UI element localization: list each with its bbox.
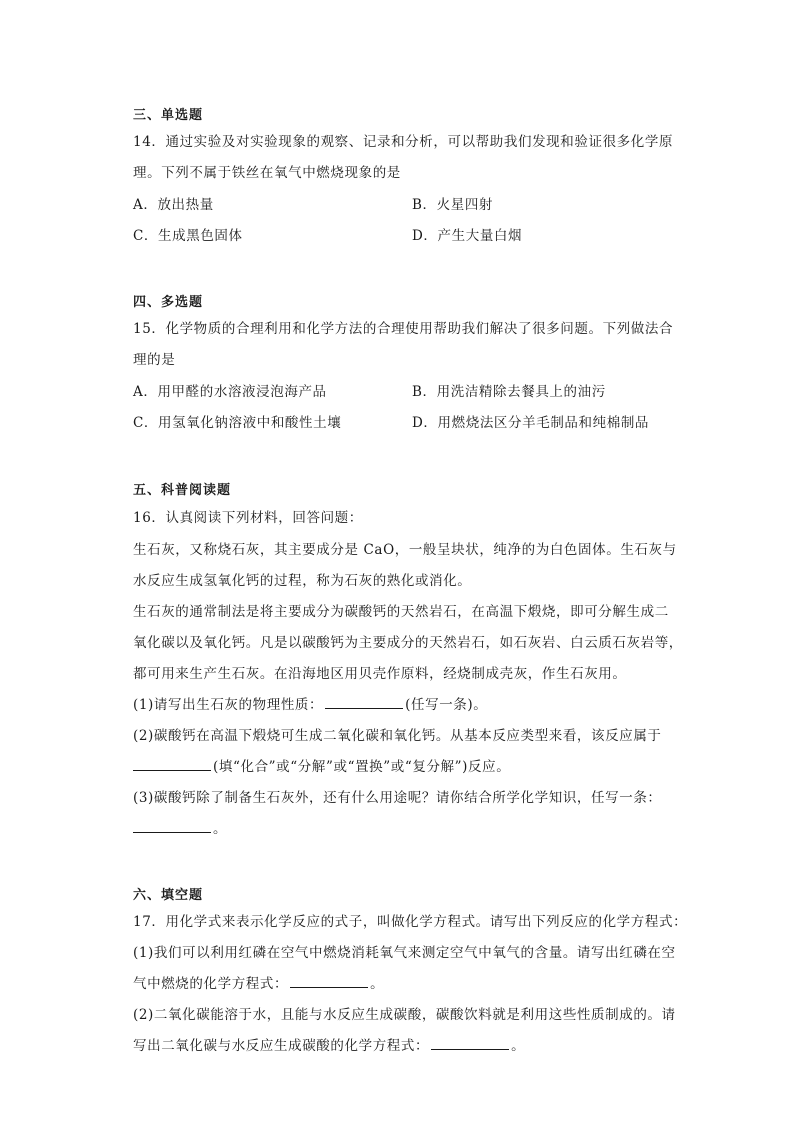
q14-option-a: A．放出热量 [133,197,214,213]
q17-stem: 17．用化学式来表示化学反应的式子，叫做化学方程式。请写出下列反应的化学方程式： [133,914,688,930]
q14-stem-line-2: 理。下列不属于铁丝在氧气中燃烧现象的是 [133,165,401,181]
q16-passage-2-line-2: 氧化碳以及氧化钙。凡是以碳酸钙为主要成分的天然岩石，如石灰岩、白云质石灰岩等， [133,635,683,651]
q14-option-c: C．生成黑色固体 [133,228,243,244]
q16-sub-1-suffix: (任写一条)。 [405,697,488,713]
q15-option-d: D．用燃烧法区分羊毛制品和纯棉制品 [412,415,650,431]
q16-stem: 16．认真阅读下列材料，回答问题： [133,510,363,526]
section-heading-science-reading: 五、科普阅读题 [133,483,232,498]
q17-sub-1-line-2 [133,972,384,992]
q16-sub-2-line-2 [133,755,510,775]
q17-sub-1-text: 气中燃烧的化学方程式： [133,976,289,992]
answer-blank[interactable] [325,707,403,709]
section-heading-fill-in: 六、填空题 [133,888,204,903]
q14-option-b: B．火星四射 [412,197,494,213]
q17-sub-2-text: 写出二氧化碳与水反应生成碳酸的化学方程式： [133,1038,430,1054]
q16-sub-3-line-1: (3)碳酸钙除了制备生石灰外，还有什么用途呢？请你结合所学化学知识，任写一条： [133,790,662,806]
q15-stem-line-1: 15．化学物质的合理利用和化学方法的合理使用帮助我们解决了很多问题。下列做法合 [133,321,674,337]
q16-sub-3-suffix: 。 [213,821,228,837]
q15-option-a: A．用甲醛的水溶液浸泡海产品 [133,384,327,400]
q14-stem-line-1: 14．通过实验及对实验现象的观察、记录和分析，可以帮助我们发现和验证很多化学原 [133,134,674,150]
q16-sub-1-text: (1)请写出生石灰的物理性质： [133,697,324,713]
section-heading-multiple-choice: 四、多选题 [133,295,204,310]
q16-sub-2-line-1: (2)碳酸钙在高温下煅烧可生成二氧化碳和氧化钙。从基本反应类型来看，该反应属于 [133,728,662,744]
q17-sub-1-line-1: (1)我们可以利用红磷在空气中燃烧消耗氧气来测定空气中氧气的含量。请写出红磷在空 [133,945,676,961]
q15-option-b: B．用洗洁精除去餐具上的油污 [412,384,606,400]
answer-blank[interactable] [431,1048,509,1050]
q15-stem-line-2: 理的是 [133,352,176,368]
section-heading-single-choice: 三、单选题 [133,108,204,123]
q15-option-c: C．用氢氧化钠溶液中和酸性土壤 [133,415,342,431]
q17-sub-1-suffix: 。 [370,976,385,992]
q17-sub-2-line-1: (2)二氧化碳能溶于水，且能与水反应生成碳酸，碳酸饮料就是利用这些性质制成的。请 [133,1007,676,1023]
q16-sub-3-line-2 [133,817,227,837]
q16-sub-1 [133,693,487,713]
q17-sub-2-line-2 [133,1034,525,1054]
q16-passage-2-line-3: 都可用来生产生石灰。在沿海地区用贝壳作原料，经烧制成壳灰，作生石灰用。 [133,666,627,682]
answer-blank[interactable] [290,986,368,988]
answer-blank[interactable] [133,831,211,833]
q16-sub-2-suffix: (填“化合”或“分解”或“置换”或“复分解”)反应。 [213,759,511,775]
q14-option-d: D．产生大量白烟 [412,228,523,244]
q16-passage-2-line-1: 生石灰的通常制法是将主要成分为碳酸钙的天然岩石，在高温下煅烧，即可分解生成二 [133,604,669,620]
answer-blank[interactable] [133,769,211,771]
q17-sub-2-suffix: 。 [511,1038,526,1054]
q16-passage-1-line-1: 生石灰，又称烧石灰，其主要成分是 CaO，一般呈块状，纯净的为白色固体。生石灰与 [133,542,677,558]
q16-passage-1-line-2: 水反应生成氢氧化钙的过程，称为石灰的熟化或消化。 [133,573,472,589]
